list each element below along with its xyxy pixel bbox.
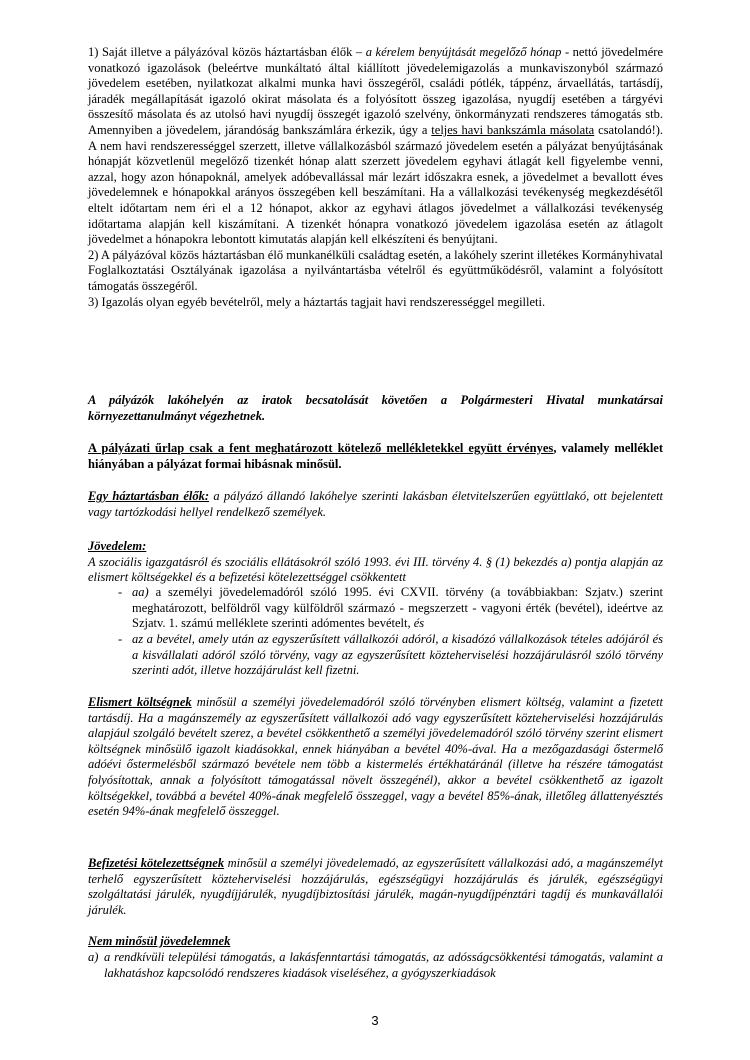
- payment-obligation-term: Befizetési kötelezettségnek: [88, 856, 225, 870]
- household-def: a pályázó állandó lakóhelye szerinti lakásban életvitelszerűen együttlakó, ott bejelentett vagy tartózkodási hellyel rendelkező személyek.: [88, 489, 664, 519]
- income-item-ab: [118, 632, 663, 679]
- payment-obligation-definition: [88, 856, 663, 918]
- non-income-term: Nem minősül jövedelemnek: [88, 934, 231, 948]
- site-visit-notice: A pályázók lakóhelyén az iratok becsatolását követően a Polgármesteri Hivatal munkatársai környezettanulmányt végezhetnek.: [88, 393, 663, 423]
- attachments-list: [88, 45, 663, 310]
- validity-rest: , valamely melléklet hiányában a pályázat formai hibásnak minősül.: [88, 441, 664, 471]
- aa-end: és: [413, 616, 425, 631]
- aa-label: aa): [132, 585, 149, 599]
- item-1-intro: 1) Saját illetve a pályázóval közös háztartásban élők –: [88, 45, 363, 59]
- validity-notice: [88, 441, 663, 472]
- dash-marker: -: [118, 585, 123, 599]
- page-number: 3: [371, 1013, 379, 1028]
- recognized-costs-term: Elismert költségnek: [88, 695, 192, 709]
- household-definition: [88, 489, 663, 520]
- payment-obligation-def: minősül a személyi jövedelemadó, az egyszerűsített vállalkozási adó, a magánszemélyt terhelő egyszerűsített közteherviselési hozzájárulás, egészségügyi hozzájárulás és járulék, egészségügyi szolgáltatási járulék, nyugdíjjárulék, nyugdíjbiztosítási járulék, magán-nyugdíjpénztári tagdíj és munkavállalói járulék.: [88, 856, 663, 917]
- alpha-marker: a): [88, 950, 99, 964]
- validity-underlined: A pályázati űrlap csak a fent meghatározott kötelező mellékletekkel együtt érvényes: [88, 441, 554, 455]
- ab-text: az a bevétel, amely után az egyszerűsített vállalkozói adóról, a kisadózó vállalkozások tételes adójáról és a kisvállalati adóról szóló törvény, vagy az egyszerűsített közteherviselési hozzájárulásról szóló törvény szerinti adót, illetve hozzájárulást kell fizetni.: [132, 632, 663, 678]
- item-1-bank-statement: teljes havi bankszámla másolata: [431, 122, 595, 137]
- item-1-income-certificates: [88, 45, 663, 248]
- non-income-a-text: a rendkívüli települési támogatás, a lakásfenntartási támogatás, az adósságcsökkentési támogatás, valamint a lakhatáshoz kapcsolódó rendszeres kiadások viseléséhez, a gyógyszerkiadások: [104, 950, 663, 980]
- item-1-period: a kérelem benyújtását megelőző hónap: [365, 45, 562, 59]
- income-definition: [88, 539, 663, 586]
- dash-marker: -: [118, 632, 123, 646]
- income-intro: A szociális igazgatásról és szociális ellátásokról szóló 1993. évi III. törvény 4. § (1) bekezdés a) pontja alapján az elismert költségekkel és a befizetési kötelezettséggel csökkentett: [88, 554, 663, 585]
- item-2-unemployed: 2) A pályázóval közös háztartásban élő munkanélküli családtag esetén, a lakóhely szerint illetékes Kormányhivatal Foglalkoztatási Osztályának igazolása a nyilvántartásba vételről és együttműködésről, valamint a folyósított támogatás összegéről.: [88, 247, 663, 293]
- household-term: Egy háztartásban élők:: [88, 489, 210, 503]
- income-term: Jövedelem:: [88, 539, 147, 553]
- recognized-costs-definition: [88, 695, 663, 820]
- income-item-aa: [118, 585, 664, 632]
- item-1-body-end: csatolandó!). A nem havi rendszerességgel szerzett, illetve vállalkozásból származó jövedelem esetén a pályázat benyújtásának hónapját közvetlenül megelőző tizenkét hónap alatt szerzett jövedelem egyhavi átlagát kell figyelembe venni, azzal, hogy azon hónapoknál, amelyek adóbevallással már lezárt időszakra esnek, a jövedelmet a bevallott éves jövedelemnek e hónapokkal arányos összegében kell beszámítani. Ha a vállalkozási tevékenység megkezdésétől eltelt időtartam nem éri el a 12 hónapot, akkor az egyhavi átlagos jövedelmet a vállalkozási tevékenység időtartama alapján kell kiszámítani. A tizenkét hónapra vonatkozó jövedelem igazolása esetén az átlagolt jövedelmet a hónapokra lebontott kimutatás alapján kell elkészíteni és benyújtani.: [88, 122, 664, 247]
- recognized-costs-def: minősül a személyi jövedelemadóról szóló törvényben elismert költség, valamint a fizetett tartásdíj. Ha a magánszemély az egyszerűsített vállalkozói adó vagy egyszerűsített közteherviselési hozzájárulás alapjául szolgáló bevételt szerez, a bevétel csökkenthető a személyi jövedelemadóról szóló törvény szerint elismert költségnek minősülő igazolt kiadásokkal, ennek hiányában a bevétel 40%-ával. Ha a mezőgazdasági őstermelő adóévi őstermelésből származó bevétele nem több a kistermelés értékhatáránál (illetve ha részére támogatást folyósítottak, annak a folyósított támogatással növelt összegénél), akkor a bevétel csökkenthető az igazolt költségekkel, továbbá a bevétel 40%-ának megfelelő összeggel, vagy a bevétel 85%-ának, illetőleg állattenyésztés esetén 94%-ának megfelelő összeggel.: [88, 695, 663, 819]
- item-1-body: - nettó jövedelmére vonatkozó igazolások (beleértve munkáltató által kiállított jövedelemigazolás a munkaviszonyból származó jövedelem esetében, nyilatkozat alkalmi munka havi összegéről, családi pótlék, táppénz, árvaellátás, tartásdíj, járadék megállapítását igazoló okirat másolata és a folyósított összeg igazolása, nyugdíj esetében a tárgyévi összesítő másolata és az utolsó havi nyugdíj összegét igazoló szelvény, önkormányzati rendszeres támogatás stb. Amennyiben a jövedelem, járandóság bankszámlára érkezik, úgy a: [88, 45, 664, 137]
- non-income-heading: [88, 934, 663, 950]
- aa-text: a személyi jövedelemadóról szóló 1995. évi CXVII. törvény (a továbbiakban: Szjatv.) szerint meghatározott, belföldről vagy külföldről származó - megszerzett - vagyoni érték (bevétel), ideértve az Szjatv. 1. számú melléklete szerinti adómentes bevételt,: [132, 585, 664, 631]
- non-income-item-a: [88, 950, 663, 981]
- item-3-other-income: 3) Igazolás olyan egyéb bevételről, mely a háztartás tagjait havi rendszerességgel megilleti.: [88, 294, 546, 309]
